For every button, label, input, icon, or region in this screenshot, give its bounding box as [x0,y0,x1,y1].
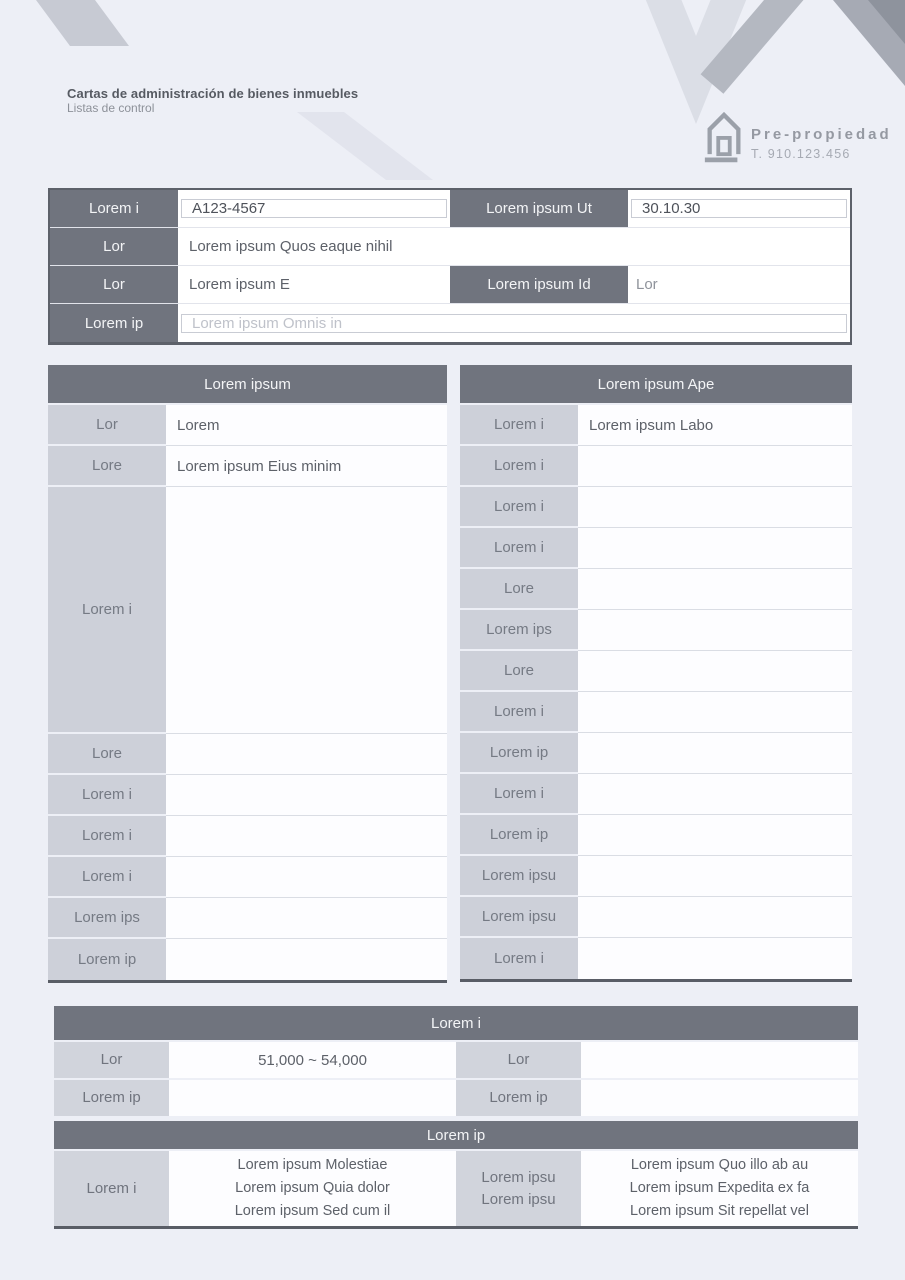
brand-name: Pre-propiedad [751,126,892,143]
left-table-header: Lorem ipsum [48,365,447,405]
info-row1-label2: Lorem ipsum Ut [450,190,628,227]
row-label: Lorem i [48,816,166,857]
row-label: Lorem i [460,446,578,487]
info-row-3 [50,266,850,304]
row-field[interactable] [578,692,852,733]
row-label: Lorem i [460,774,578,815]
info-row3-field2[interactable]: Lor [628,266,850,303]
row-field[interactable] [578,938,852,979]
row-label: Lorem i [54,1151,169,1226]
row-label: Lorem i [48,775,166,816]
table-row [48,898,447,939]
details-field[interactable] [169,1151,456,1226]
row-label: Lore [460,569,578,610]
row-label: Lore [48,734,166,775]
info-row3-label2: Lorem ipsum Id [450,266,628,303]
brand-logo [702,108,892,164]
row-label: Lorem ipsu [460,897,578,938]
right-checklist-table [460,365,852,982]
row-label: Lorem i [48,487,166,734]
row-field[interactable] [578,774,852,815]
table-row [460,733,852,774]
info-row1-field2-cell [628,190,850,227]
info-row-4 [50,304,850,342]
row-field[interactable] [578,651,852,692]
info-row1-field-cell [178,190,450,227]
row-label: Lor [456,1042,581,1078]
table-row [48,487,447,734]
summary-subheader: Lorem ip [54,1121,858,1149]
table-row [460,569,852,610]
row-label: Lorem i [48,857,166,898]
row-field[interactable] [578,856,852,897]
price-range-field[interactable]: 51,000 ~ 54,000 [169,1042,456,1078]
summary-row-3 [54,1151,858,1226]
row-field[interactable] [578,487,852,528]
details-field[interactable] [581,1151,858,1226]
row-label: Lor [48,405,166,446]
table-row [460,651,852,692]
table-row [460,528,852,569]
row-field[interactable] [166,857,447,898]
reference-input[interactable]: A123-4567 [181,199,447,218]
table-row [48,405,447,446]
summary-table-header: Lorem i [54,1006,858,1040]
row-field[interactable] [578,815,852,856]
table-row [460,938,852,979]
row-label-multiline [456,1151,581,1226]
row-label: Lorem i [460,405,578,446]
row-field[interactable]: Lorem [166,405,447,446]
row-field[interactable] [166,939,447,980]
table-row [460,815,852,856]
summary-row-1 [54,1042,858,1078]
detail-line: Lorem ipsum Sit repellat vel [630,1203,809,1219]
info-table [48,188,852,345]
table-row [48,939,447,980]
table-row [460,774,852,815]
row-field[interactable] [578,610,852,651]
summary-table [54,1006,858,1229]
table-row [48,775,447,816]
info-row4-label: Lorem ip [50,304,178,342]
row-label: Lorem ipsu [460,856,578,897]
info-row3-label: Lor [50,266,178,303]
row-field[interactable] [578,446,852,487]
table-row [460,610,852,651]
detail-line: Lorem ipsum Quia dolor [235,1180,390,1196]
table-row [460,856,852,897]
right-table-header: Lorem ipsum Ape [460,365,852,405]
info-row1-label: Lorem i [50,190,178,227]
detail-line: Lorem ipsum Sed cum il [234,1203,391,1219]
house-icon [702,108,746,164]
row-label: Lorem ips [460,610,578,651]
table-row [460,487,852,528]
row-field[interactable] [578,528,852,569]
table-row [460,692,852,733]
info-row4-field-cell [178,304,850,342]
left-checklist-table [48,365,447,983]
summary-row-2 [54,1080,858,1116]
row-label: Lorem ip [460,815,578,856]
row-label: Lorem i [460,692,578,733]
date-input[interactable]: 30.10.30 [631,199,847,218]
row-field[interactable]: Lorem ipsum Labo [578,405,852,446]
table-row [48,816,447,857]
info-row2-label: Lor [50,228,178,265]
row-label: Lorem ip [54,1080,169,1116]
table-row [48,446,447,487]
row-field[interactable] [166,775,447,816]
row-label: Lorem i [460,938,578,979]
table-row [460,446,852,487]
row-label: Lorem i [460,487,578,528]
table-row [460,897,852,938]
row-label: Lore [460,651,578,692]
row-label: Lorem ip [460,733,578,774]
info-row-1 [50,190,850,228]
row-label: Lore [48,446,166,487]
row-field[interactable] [581,1080,858,1116]
row-field[interactable] [166,898,447,939]
row-field[interactable] [166,487,447,734]
row-label: Lorem ip [48,939,166,980]
brand-text [751,108,892,164]
info-row3-field[interactable]: Lorem ipsum E [178,266,450,303]
info-row-2 [50,228,850,266]
row-field[interactable] [578,897,852,938]
row-field[interactable]: Lorem ipsum Eius minim [166,446,447,487]
detail-line: Lorem ipsum Molestiae [237,1157,388,1173]
detail-line: Lorem ipsum Quo illo ab au [630,1157,809,1173]
notes-input-placeholder[interactable]: Lorem ipsum Omnis in [181,314,847,333]
row-field[interactable] [578,569,852,610]
row-label: Lorem i [460,528,578,569]
brand-phone: T. 910.123.456 [751,147,851,161]
row-field[interactable] [166,734,447,775]
table-row [48,857,447,898]
row-field[interactable] [578,733,852,774]
row-field[interactable] [166,816,447,857]
row-label: Lorem ip [456,1080,581,1116]
table-row [48,734,447,775]
row-field[interactable] [169,1080,456,1116]
label-line: Lorem ipsu [481,1168,556,1186]
label-line: Lorem ipsu [481,1190,556,1208]
table-row [460,405,852,446]
row-label: Lor [54,1042,169,1078]
info-row2-field[interactable]: Lorem ipsum Quos eaque nihil [178,228,850,265]
row-field[interactable] [581,1042,858,1078]
page-subtitle: Listas de control [67,101,155,115]
row-label: Lorem ips [48,898,166,939]
page-title: Cartas de administración de bienes inmuebles [67,86,359,101]
detail-line: Lorem ipsum Expedita ex fa [629,1180,810,1196]
